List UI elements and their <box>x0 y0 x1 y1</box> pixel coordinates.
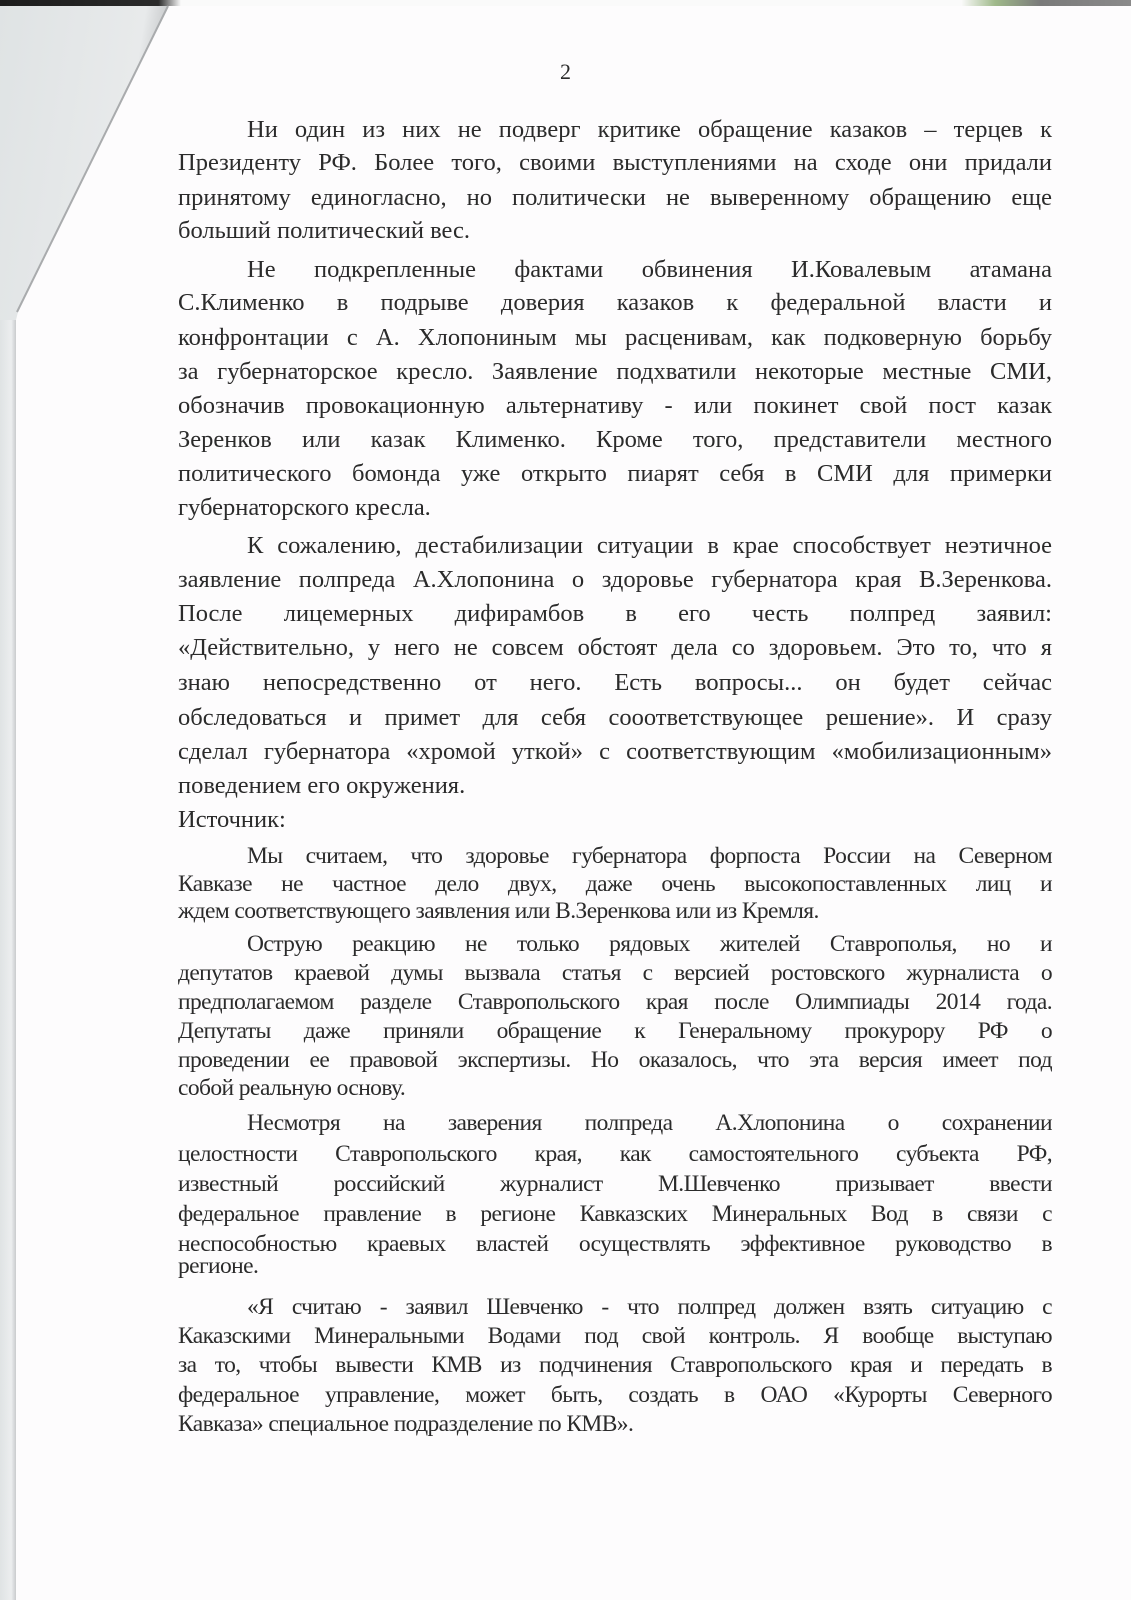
text-line: федеральное правление в регионе Кавказских Минеральных Вод в связи с <box>178 1201 1052 1227</box>
text-line: предполагаемом разделе Ставропольского края после Олимпиады 2014 года. <box>178 989 1052 1015</box>
text-line: С.Клименко в подрыве доверия казаков к федеральной власти и <box>178 289 1052 316</box>
text-line: заявление полпреда А.Хлопонина о здоровье губернатора края В.Зеренкова. <box>178 566 1052 593</box>
text-line: Каказскими Минеральными Водами под свой контроль. Я вообще выступаю <box>178 1323 1052 1349</box>
text-line: проведении ее правовой экспертизы. Но оказалось, что эта версия имеет под <box>178 1047 1052 1073</box>
text-line: обозначив провокационную альтернативу - или покинет свой пост казак <box>178 392 1052 419</box>
text-line: губернаторского кресла. <box>178 494 431 521</box>
text-line: Депутаты даже приняли обращение к Генеральному прокурору РФ о <box>178 1018 1052 1044</box>
text-line: После лицемерных дифирамбов в его честь полпред заявил: <box>178 600 1052 627</box>
text-line: Острую реакцию не только рядовых жителей Ставрополья, но и <box>247 931 1052 957</box>
text-line: Президенту РФ. Более того, своими выступлениями на сходе они придали <box>178 149 1052 176</box>
text-line: за губернаторское кресло. Заявление подхватили некоторые местные СМИ, <box>178 358 1052 385</box>
text-line: собой реальную основу. <box>178 1075 406 1101</box>
text-line: «Я считаю - заявил Шевченко - что полпред должен взять ситуацию с <box>247 1294 1052 1320</box>
text-line: за то, чтобы вывести КМВ из подчинения Ставропольского края и передать в <box>178 1352 1052 1378</box>
text-line: принятому единогласно, но политически не выверенному обращению еще <box>178 184 1052 211</box>
text-line: Не подкрепленные фактами обвинения И.Ковалевым атамана <box>247 256 1052 283</box>
text-line: Ни один из них не подверг критике обращение казаков – терцев к <box>247 116 1052 143</box>
text-line: сделал губернатора «хромой уткой» с соответствующим «мобилизационным» <box>178 738 1052 765</box>
text-line: Несмотря на заверения полпреда А.Хлопонина о сохранении <box>247 1110 1052 1136</box>
text-line: целостности Ставропольского края, как самостоятельного субъекта РФ, <box>178 1141 1052 1167</box>
text-line: Мы считаем, что здоровье губернатора форпоста России на Северном <box>247 843 1052 869</box>
text-line: Зеренков или казак Клименко. Кроме того, представители местного <box>178 426 1052 453</box>
text-line: Кавказе не частное дело двух, даже очень высокопоставленных лиц и <box>178 871 1052 897</box>
page-number: 2 <box>560 59 571 84</box>
folded-corner <box>0 0 175 320</box>
text-line: знаю непосредственно от него. Есть вопросы... он будет сейчас <box>178 669 1052 696</box>
text-line: депутатов краевой думы вызвала статья с версией ростовского журналиста о <box>178 960 1052 986</box>
text-line: ждем соответствующего заявления или В.Зеренкова или из Кремля. <box>178 898 819 924</box>
text-line: поведением его окружения. <box>178 772 466 799</box>
text-line: регионе. <box>178 1253 259 1279</box>
text-line: федеральное управление, может быть, создать в ОАО «Курорты Северного <box>178 1382 1052 1408</box>
text-line: обследоваться и примет для себя сооответствующее решение». И сразу <box>178 704 1052 731</box>
text-line: Кавказа» специальное подразделение по КМВ». <box>178 1411 634 1437</box>
text-line: К сожалению, дестабилизации ситуации в крае способствует неэтичное <box>247 532 1052 559</box>
text-line: «Действительно, у него не совсем обстоят дела со здоровьем. Это то, что я <box>178 634 1052 661</box>
text-line: конфронтации с А. Хлопониным мы расценивам, как подковерную борьбу <box>178 324 1052 351</box>
source-label: Источник: <box>178 806 286 833</box>
text-line: больший политический вес. <box>178 217 471 244</box>
text-line: неспособностью краевых властей осуществлять эффективное руководство в <box>178 1231 1052 1257</box>
text-line: известный российский журналист М.Шевченко призывает ввести <box>178 1171 1052 1197</box>
text-line: политического бомонда уже открыто пиарят себя в СМИ для примерки <box>178 460 1052 487</box>
